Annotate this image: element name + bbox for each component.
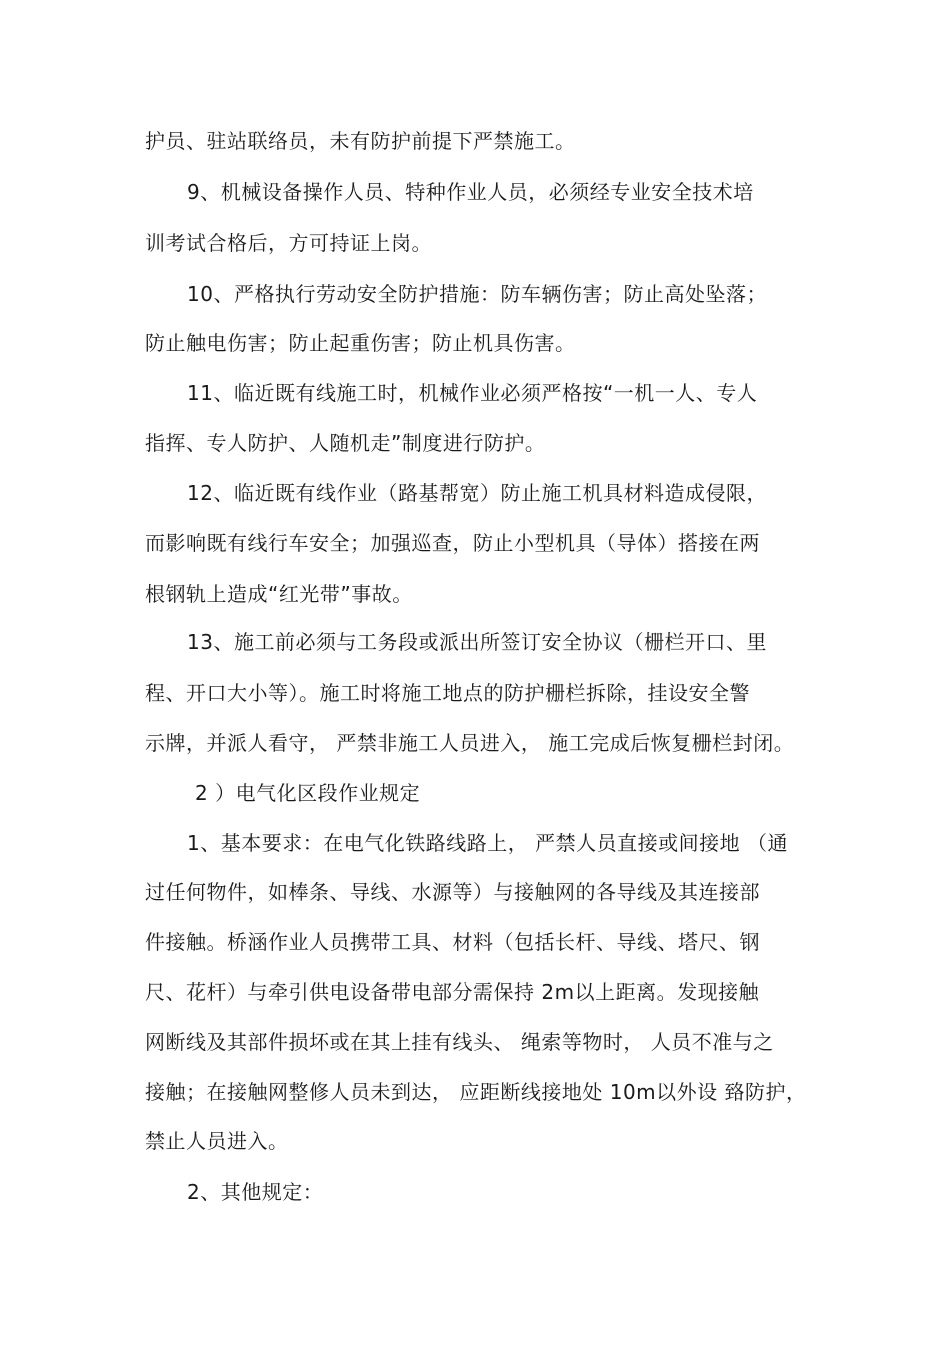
text-line: 1、基本要求：在电气化铁路线路上， 严禁人员直接或间接地 （通	[187, 831, 788, 855]
text-line: 网断线及其部件损坏或在其上挂有线头、 绳索等物时， 人员不准与之	[145, 1030, 774, 1054]
text-line: 而影响既有线行车安全；加强巡查，防止小型机具（导体）搭接在两	[145, 531, 760, 555]
text-line: 程、开口大小等）。施工时将施工地点的防护栅栏拆除，挂设安全警	[145, 681, 750, 705]
section-heading: 2 ）电气化区段作业规定	[195, 781, 421, 805]
text-line: 训考试合格后，方可持证上岗。	[145, 231, 432, 255]
text-line: 13、施工前必须与工务段或派出所签订安全协议（栅栏开口、里	[187, 630, 767, 654]
text-line: 件接触。桥涵作业人员携带工具、材料（包括长杆、导线、塔尺、钢	[145, 930, 760, 954]
text-line: 12、临近既有线作业（路基帮宽）防止施工机具材料造成侵限，	[187, 481, 767, 505]
text-line: 接触；在接触网整修人员未到达， 应距断线接地处 10m以外设 臵防护，	[145, 1080, 807, 1104]
text-line: 过任何物件，如棒条、导线、水源等）与接触网的各导线及其连接部	[145, 880, 760, 904]
text-line: 禁止人员进入。	[145, 1129, 289, 1153]
text-line: 根钢轨上造成“红光带”事故。	[145, 582, 413, 606]
text-line: 护员、驻站联络员，未有防护前提下严禁施工。	[145, 129, 576, 153]
text-line: 尺、花杆）与牵引供电设备带电部分需保持 2m以上距离。发现接触	[145, 980, 760, 1004]
text-line: 10、严格执行劳动安全防护措施：防车辆伤害；防止高处坠落；	[187, 282, 767, 306]
text-line: 9、机械设备操作人员、特种作业人员，必须经专业安全技术培	[187, 180, 754, 204]
text-line: 示牌，并派人看守， 严禁非施工人员进入， 施工完成后恢复栅栏封闭。	[145, 731, 795, 755]
text-line: 11、临近既有线施工时，机械作业必须严格按“一机一人、专人	[187, 381, 758, 405]
text-line: 防止触电伤害；防止起重伤害；防止机具伤害。	[145, 331, 576, 355]
text-line: 指挥、专人防护、人随机走”制度进行防护。	[145, 431, 546, 455]
text-line: 2、其他规定：	[187, 1180, 324, 1204]
